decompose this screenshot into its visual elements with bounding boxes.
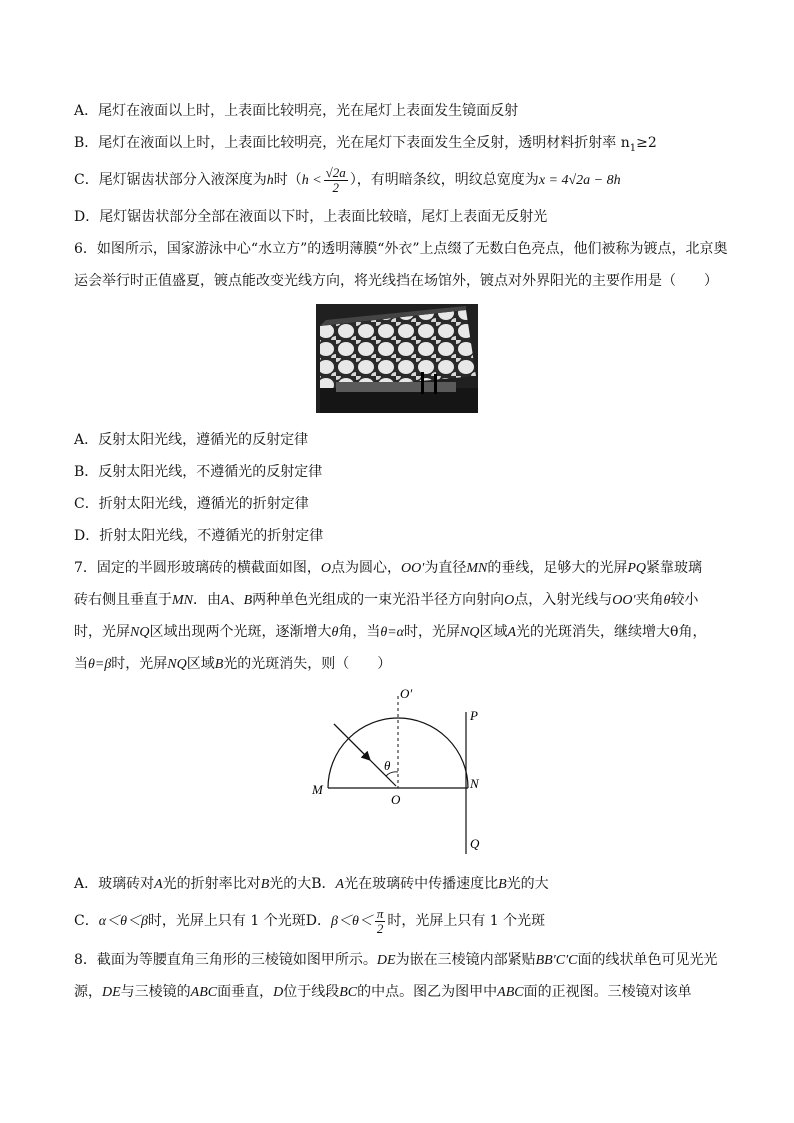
q5-option-d: D．尾灯锯齿状部分全部在液面以下时，上表面比较暗，尾灯上表面无反射光 <box>74 209 548 225</box>
label-q: Q <box>470 836 480 851</box>
q7-stem-line2: 砖右侧且垂直于MN．由A、B两种单色光组成的一束光沿半径方向射向O点，入射光线与OO′夹角θ较小 <box>74 592 699 608</box>
q6-option-c: C．折射太阳光线，遵循光的折射定律 <box>74 496 309 512</box>
label-n: N <box>470 776 479 791</box>
q7-stem-line3: 时，光屏NQ区域出现两个光斑，逐渐增大θ角，当θ=α时，光屏NQ区域A光的光斑消失，继续增大θ角， <box>74 624 707 640</box>
q5-option-a: A．尾灯在液面以上时，上表面比较明亮，光在尾灯上表面发生镜面反射 <box>74 103 519 119</box>
label-o-prime: O′ <box>400 686 413 701</box>
q6-option-b: B．反射太阳光线，不遵循光的反射定律 <box>74 464 323 480</box>
q5-option-c: C．尾灯锯齿状部分入液深度为h时（h < $\frac{√2a}{2}$ ），有明暗条纹，明纹总宽度为x = 4√2a − 8h <box>74 164 621 195</box>
q7-d-fraction: $\frac{\pi}{2}$ <box>376 905 384 936</box>
q7-stem-line1: 7．固定的半圆形玻璃砖的横截面如图，O点为圆心，OO′为直径MN的垂线，足够大的光屏PQ紧靠玻璃 <box>74 560 702 576</box>
semicircle-glass-diagram <box>300 684 500 860</box>
water-cube-photo <box>316 304 478 413</box>
label-theta: θ <box>384 758 391 773</box>
q6-stem-line1: 6．如图所示，国家游泳中心“水立方”的透明薄膜“外衣”上点缀了无数白色亮点，他们被称为镀点，北京奥 <box>74 241 728 257</box>
label-m: M <box>312 782 323 797</box>
q6-option-d: D．折射太阳光线，不遵循光的折射定律 <box>74 528 324 544</box>
label-p: P <box>470 708 478 723</box>
q6-stem-line2: 运会举行时正值盛夏，镀点能改变光线方向，将光线挡在场馆外，镀点对外界阳光的主要作用是（ ） <box>74 273 718 289</box>
label-o: O <box>391 792 401 807</box>
q5-c-fraction: $\frac{√2a}{2}$ <box>325 164 346 195</box>
q6-option-a: A．反射太阳光线，遵循光的反射定律 <box>74 432 309 448</box>
q8-stem-line2: 源，DE与三棱镜的ABC面垂直，D位于线段BC的中点。图乙为图甲中ABC面的正视图。三棱镜对该单 <box>74 984 692 1000</box>
q7-options-cd: C．α＜θ＜β时，光屏上只有 1 个光斑D．β＜θ＜ $\frac{\pi}{2}$ 时，光屏上只有 1 个光斑 <box>74 905 546 936</box>
q7-stem-line4: 当θ=β时，光屏NQ区域B光的光斑消失，则（ ） <box>74 656 392 672</box>
incident-ray-arrow <box>334 724 370 760</box>
q5-option-b: B．尾灯在液面以上时，上表面比较明亮，光在尾灯下表面发生全反射，透明材料折射率 $n_1\ge 2$ <box>74 135 657 154</box>
q7-options-ab: A．玻璃砖对A光的折射率比对B光的大B．A光在玻璃砖中传播速度比B光的大 <box>74 876 549 892</box>
q8-stem-line1: 8．截面为等腰直角三角形的三棱镜如图甲所示。DE为嵌在三棱镜内部紧贴BB′C′C面的线状单色可见光光 <box>74 952 718 968</box>
